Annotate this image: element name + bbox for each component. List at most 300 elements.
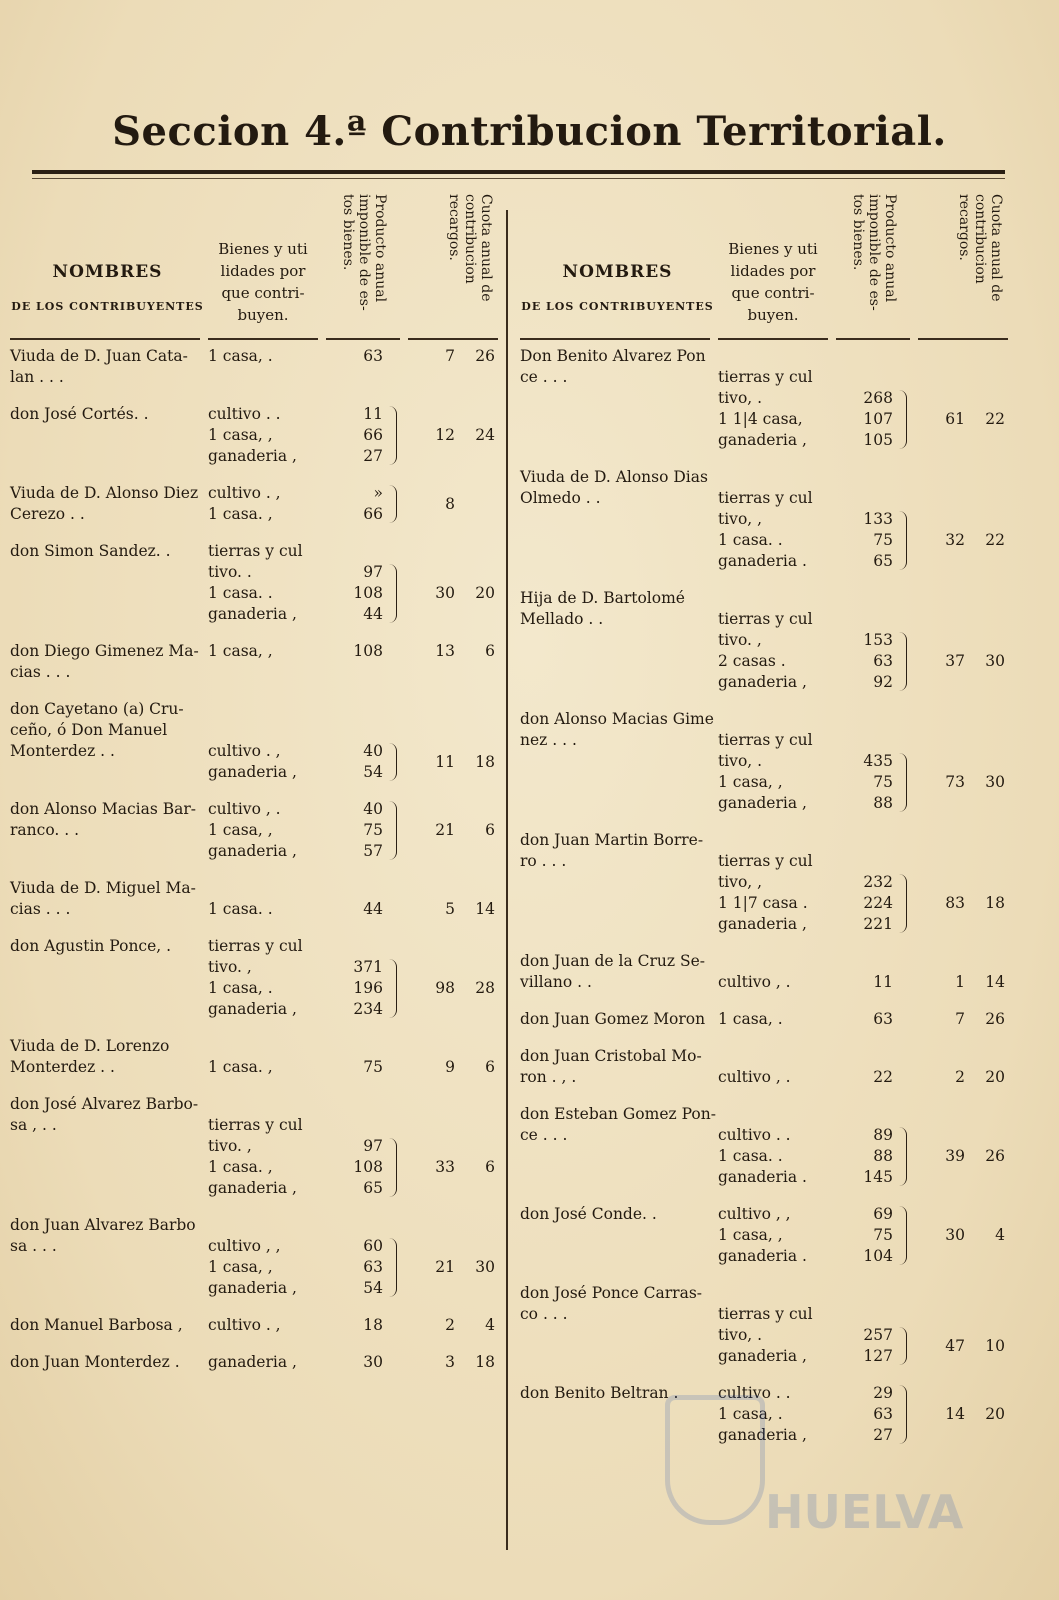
contributor-name: cias . . . (10, 663, 71, 681)
property-item: ganaderia . (718, 552, 807, 570)
quota-units: 30 (435, 584, 455, 602)
entry-line (520, 346, 1015, 367)
quota-units: 3 (445, 1353, 455, 1371)
property-item: ganaderia . (718, 1247, 807, 1265)
taxable-value: 66 (363, 505, 383, 523)
contributor-name: don Benito Beltran . (520, 1384, 679, 1402)
property-item: tivo, , (718, 510, 763, 528)
property-item: ganaderia , (718, 794, 807, 812)
property-item: 1 casa, . (718, 1010, 783, 1028)
quota-fraction: 26 (985, 1147, 1005, 1165)
quota-units: 33 (435, 1158, 455, 1176)
contributor-name: Viuda de D. Alonso Diez (10, 484, 199, 502)
contributor-entry (10, 1094, 505, 1199)
contributor-name: don Simon Sandez. . (10, 542, 171, 560)
taxable-value: 234 (353, 1000, 383, 1018)
header-rule (836, 338, 910, 340)
contributor-name: nez . . . (520, 731, 577, 749)
contributor-name: ceño, ó Don Manuel (10, 721, 168, 739)
quota-units: 83 (945, 894, 965, 912)
entry-line (10, 562, 505, 583)
property-item: 2 casas . (718, 652, 786, 670)
contributor-list (10, 346, 505, 1373)
contributor-name: don Agustin Ponce, . (10, 937, 172, 955)
property-item: tivo, . (718, 752, 763, 770)
entry-line (10, 1236, 505, 1257)
property-item: 1 1|4 casa, (718, 410, 803, 428)
taxable-value: 30 (363, 1353, 383, 1371)
taxable-value: 92 (873, 673, 893, 691)
contributor-name: don Alonso Macias Gime (520, 710, 714, 728)
property-item: 1 casa. , (208, 1158, 273, 1176)
contributor-entry (520, 1046, 1015, 1088)
entry-line (10, 720, 505, 741)
taxable-value: 75 (363, 1058, 383, 1076)
contributor-name: cias . . . (10, 900, 71, 918)
contributor-name: don Cayetano (a) Cru- (10, 700, 184, 718)
property-item: tierras y cul (718, 489, 813, 507)
property-item: ganaderia , (718, 431, 807, 449)
entry-line (10, 999, 505, 1020)
shield-icon (665, 1395, 765, 1525)
property-item: ganaderia , (718, 1426, 807, 1444)
property-item: cultivo . . (208, 405, 281, 423)
contributor-name: ro . . . (520, 852, 567, 870)
quota-fraction: 4 (995, 1226, 1005, 1244)
contributor-name: sa , . . (10, 1116, 57, 1134)
column-header (10, 190, 505, 346)
property-item: cultivo , , (718, 1205, 791, 1223)
entry-line (520, 1167, 1015, 1188)
taxable-value: 29 (873, 1384, 893, 1402)
quota-fraction: 22 (985, 410, 1005, 428)
contributor-entry (520, 1204, 1015, 1267)
contributor-entry (10, 1352, 505, 1373)
contributor-entry (520, 951, 1015, 993)
contributor-name: Cerezo . . (10, 505, 85, 523)
quota-units: 61 (945, 410, 965, 428)
contributor-name: don Juan Martin Borre- (520, 831, 704, 849)
taxable-value: 268 (863, 389, 893, 407)
grouping-brace (896, 632, 907, 691)
property-item: ganaderia , (718, 1347, 807, 1365)
page-title: Seccion 4.ª Contribucion Territorial. (112, 108, 947, 155)
header-rule (10, 338, 200, 340)
property-item: tierras y cul (208, 1116, 303, 1134)
contributor-entry (520, 1104, 1015, 1188)
contributor-name: don Diego Gimenez Ma- (10, 642, 199, 660)
cuota-header: Cuota anual de contribucion recargos. (446, 194, 494, 302)
property-item: ganaderia , (208, 447, 297, 465)
taxable-value: 40 (363, 800, 383, 818)
header-rule (326, 338, 400, 340)
entry-line (520, 1125, 1015, 1146)
contributor-name: Viuda de D. Lorenzo (10, 1037, 170, 1055)
taxable-value: 65 (363, 1179, 383, 1197)
title-rule (32, 170, 1005, 174)
entry-line (520, 388, 1015, 409)
taxable-value: 257 (863, 1326, 893, 1344)
quota-fraction: 20 (985, 1405, 1005, 1423)
property-item: 1 casa, . (208, 979, 273, 997)
contributor-name: don Manuel Barbosa , (10, 1316, 183, 1334)
entry-line (520, 1104, 1015, 1125)
contributor-entry (10, 936, 505, 1020)
watermark-text: HUELVA (765, 1485, 964, 1539)
header-rule (520, 338, 710, 340)
taxable-value: 108 (353, 642, 383, 660)
contributor-name: Don Benito Alvarez Pon (520, 347, 706, 365)
quota-fraction: 14 (475, 900, 495, 918)
property-item: 1 casa, , (208, 426, 273, 444)
entry-line (10, 1278, 505, 1299)
grouping-brace (896, 753, 907, 812)
names-header: NOMBRES DE LOS CONTRIBUYENTES (521, 262, 714, 313)
quota-fraction: 28 (475, 979, 495, 997)
grouping-brace (896, 1127, 907, 1186)
entry-line (520, 630, 1015, 651)
grouping-brace (896, 511, 907, 570)
taxable-value: 63 (873, 652, 893, 670)
property-item: ganaderia . (718, 1168, 807, 1186)
property-item: 1 casa, . (718, 1405, 783, 1423)
quota-fraction: 24 (475, 426, 495, 444)
title-rule-thin (32, 178, 1005, 179)
contributor-name: villano . . (520, 973, 592, 991)
contributor-entry (520, 1009, 1015, 1030)
property-item: tivo. . (208, 563, 252, 581)
taxable-value: 27 (873, 1426, 893, 1444)
quota-units: 5 (445, 900, 455, 918)
entry-line (10, 1215, 505, 1236)
property-item: tivo. , (208, 1137, 252, 1155)
property-item: 1 casa, , (208, 642, 273, 660)
quota-fraction: 20 (985, 1068, 1005, 1086)
contributor-name: ron . , . (520, 1068, 577, 1086)
contributor-entry (520, 588, 1015, 693)
property-item: 1 casa, , (208, 1258, 273, 1276)
quota-units: 21 (435, 1258, 455, 1276)
contributor-name: Monterdez . . (10, 742, 115, 760)
contributor-entry (10, 1215, 505, 1299)
property-item: ganaderia , (208, 1179, 297, 1197)
quota-units: 7 (955, 1010, 965, 1028)
quota-units: 30 (945, 1226, 965, 1244)
quota-units: 14 (945, 1405, 965, 1423)
entry-line (10, 541, 505, 562)
property-item: ganaderia , (718, 915, 807, 933)
header-rule (408, 338, 498, 340)
taxable-value: 63 (363, 1258, 383, 1276)
entry-line (520, 367, 1015, 388)
entry-line (10, 1036, 505, 1057)
entry-line (10, 878, 505, 899)
property-item: cultivo . , (208, 742, 281, 760)
property-item: cultivo , . (718, 1068, 791, 1086)
entry-line (520, 488, 1015, 509)
entry-line (520, 467, 1015, 488)
entry-line (520, 1283, 1015, 1304)
column-divider (506, 210, 508, 1550)
quota-fraction: 26 (475, 347, 495, 365)
producto-header: Producto anual imponible de es- tos bienes. (340, 194, 388, 311)
taxable-value: 63 (363, 347, 383, 365)
property-item: cultivo , . (208, 800, 281, 818)
property-item: ganaderia , (208, 1353, 297, 1371)
entry-line (520, 872, 1015, 893)
property-item: 1 casa, , (718, 1226, 783, 1244)
contributor-entry (520, 830, 1015, 935)
entry-line (10, 841, 505, 862)
grouping-brace (386, 743, 397, 781)
entry-line (520, 914, 1015, 935)
taxable-value: » (373, 484, 383, 502)
property-item: 1 casa, . (208, 347, 273, 365)
entry-line (10, 1115, 505, 1136)
property-item: 1 casa. . (208, 900, 273, 918)
property-item: 1 casa. . (718, 1147, 783, 1165)
property-item: ganaderia , (208, 842, 297, 860)
cuota-header: Cuota anual de contribucion recargos. (956, 194, 1004, 302)
taxable-value: 66 (363, 426, 383, 444)
quota-units: 47 (945, 1336, 965, 1355)
contributor-name: Viuda de D. Juan Cata- (10, 347, 188, 365)
property-item: cultivo . . (718, 1126, 791, 1144)
entry-line (520, 1046, 1015, 1067)
grouping-brace (896, 1327, 907, 1365)
entry-line (520, 709, 1015, 730)
contributor-name: sa . . . (10, 1237, 57, 1255)
contributor-entry (520, 1283, 1015, 1367)
taxable-value: 224 (863, 894, 893, 912)
taxable-value: 108 (353, 1158, 383, 1176)
property-item: ganaderia , (718, 673, 807, 691)
contributor-name: don Juan Cristobal Mo- (520, 1047, 702, 1065)
entry-line (520, 588, 1015, 609)
contributor-name: ce . . . (520, 368, 568, 386)
contributor-name: Monterdez . . (10, 1058, 115, 1076)
grouping-brace (386, 801, 397, 860)
entry-line (520, 751, 1015, 772)
taxable-value: 107 (863, 410, 893, 428)
quota-fraction: 26 (985, 1010, 1005, 1028)
entry-line (10, 446, 505, 467)
quota-units: 37 (945, 652, 965, 670)
property-item: 1 casa. . (208, 584, 273, 602)
contributor-name: Hija de D. Bartolomé (520, 589, 685, 607)
entry-line (520, 851, 1015, 872)
quota-units: 11 (435, 752, 455, 771)
grouping-brace (896, 1206, 907, 1265)
grouping-brace (896, 390, 907, 449)
quota-fraction: 10 (985, 1336, 1005, 1355)
contributor-name: ce . . . (520, 1126, 568, 1144)
contributor-name: don Juan Gomez Moron (520, 1010, 706, 1028)
contributor-name: don José Alvarez Barbo- (10, 1095, 199, 1113)
quota-units: 13 (435, 642, 455, 660)
taxable-value: 75 (873, 531, 893, 549)
entry-line (520, 1304, 1015, 1325)
column-header (520, 190, 1015, 346)
property-item: tivo, . (718, 389, 763, 407)
grouping-brace (386, 406, 397, 465)
contributor-name: Viuda de D. Alonso Dias (520, 468, 708, 486)
entry-line (10, 799, 505, 820)
taxable-value: 75 (873, 773, 893, 791)
taxable-value: 40 (363, 742, 383, 760)
taxable-value: 75 (873, 1226, 893, 1244)
grouping-brace (386, 1238, 397, 1297)
quota-units: 1 (955, 973, 965, 991)
taxable-value: 221 (863, 915, 893, 933)
property-item: 1 casa. , (208, 1058, 273, 1076)
entry-line (10, 604, 505, 625)
quota-units: 2 (955, 1068, 965, 1086)
entry-line (10, 404, 505, 425)
header-rule (918, 338, 1008, 340)
taxable-value: 97 (363, 563, 383, 581)
property-item: tierras y cul (718, 731, 813, 749)
header-rule (718, 338, 828, 340)
contributor-name: don José Conde. . (520, 1205, 657, 1223)
entry-line (520, 830, 1015, 851)
grouping-brace (386, 1138, 397, 1197)
entry-line (520, 1204, 1015, 1225)
taxable-value: 232 (863, 873, 893, 891)
contributor-entry (10, 483, 505, 525)
entry-line (10, 1178, 505, 1199)
property-item: cultivo , . (718, 973, 791, 991)
taxable-value: 69 (873, 1205, 893, 1223)
taxable-value: 22 (873, 1068, 893, 1086)
taxable-value: 104 (863, 1247, 893, 1265)
contributor-name: don Juan de la Cruz Se- (520, 952, 706, 970)
contributor-entry (10, 1315, 505, 1336)
names-header: NOMBRES DE LOS CONTRIBUYENTES (11, 262, 204, 313)
property-item: tierras y cul (718, 1305, 813, 1323)
taxable-value: 88 (873, 1147, 893, 1165)
quota-units: 8 (445, 494, 455, 513)
taxable-value: 127 (863, 1347, 893, 1365)
quota-units: 2 (445, 1316, 455, 1334)
bienes-header: Bienes y uti lidades por que contri- buyen. (728, 240, 818, 324)
bienes-header: Bienes y uti lidades por que contri- buyen. (218, 240, 308, 324)
quota-fraction: 30 (985, 773, 1005, 791)
property-item: tivo, . (718, 1326, 763, 1344)
taxable-value: 108 (353, 584, 383, 602)
property-item: tivo. , (208, 958, 252, 976)
quota-fraction: 6 (485, 642, 495, 660)
property-item: tierras y cul (208, 937, 303, 955)
quota-fraction: 30 (475, 1258, 495, 1276)
property-item: 1 1|7 casa . (718, 894, 808, 912)
entry-line (520, 1246, 1015, 1267)
property-item: 1 casa. , (208, 505, 273, 523)
entry-line (10, 699, 505, 720)
taxable-value: 75 (363, 821, 383, 839)
quota-units: 12 (435, 426, 455, 444)
property-item: tierras y cul (718, 610, 813, 628)
taxable-value: 88 (873, 794, 893, 812)
grouping-brace (386, 959, 397, 1018)
taxable-value: 11 (363, 405, 383, 423)
contributor-entry (520, 346, 1015, 451)
quota-units: 21 (435, 821, 455, 839)
property-item: ganaderia , (208, 1000, 297, 1018)
entry-line (520, 609, 1015, 630)
contributor-list (520, 346, 1015, 1446)
property-item: 1 casa, , (208, 821, 273, 839)
contributor-entry (10, 1036, 505, 1078)
quota-fraction: 6 (485, 1058, 495, 1076)
entry-line (10, 936, 505, 957)
contributor-name: Mellado . . (520, 610, 604, 628)
taxable-value: 371 (353, 958, 383, 976)
quota-units: 39 (945, 1147, 965, 1165)
contributor-name: don Alonso Macias Bar- (10, 800, 196, 818)
quota-fraction: 18 (475, 1353, 495, 1371)
contributor-entry (10, 878, 505, 920)
contributor-entry (10, 346, 505, 388)
quota-units: 7 (445, 347, 455, 365)
taxable-value: 44 (363, 900, 383, 918)
entry-line (10, 1136, 505, 1157)
contributor-name: Olmedo . . (520, 489, 601, 507)
quota-units: 32 (945, 531, 965, 549)
taxable-value: 105 (863, 431, 893, 449)
taxable-value: 11 (873, 973, 893, 991)
entry-line (10, 367, 505, 388)
producto-header: Producto anual imponible de es- tos bienes. (850, 194, 898, 311)
entry-line (520, 951, 1015, 972)
entry-line (520, 430, 1015, 451)
contributor-entry (520, 467, 1015, 572)
contributor-name: Viuda de D. Miguel Ma- (10, 879, 196, 897)
property-item: 1 casa, , (718, 773, 783, 791)
contributor-name: don José Ponce Carras- (520, 1284, 703, 1302)
quota-units: 73 (945, 773, 965, 791)
contributor-entry (10, 404, 505, 467)
contributor-entry (10, 641, 505, 683)
property-item: cultivo . . (718, 1384, 791, 1402)
grouping-brace (386, 485, 397, 523)
contributor-name: don Esteban Gomez Pon- (520, 1105, 716, 1123)
quota-fraction: 4 (485, 1316, 495, 1334)
quota-fraction: 14 (985, 973, 1005, 991)
contributor-entry (520, 709, 1015, 814)
taxable-value: 133 (863, 510, 893, 528)
contributor-name: don Juan Alvarez Barbo (10, 1216, 196, 1234)
property-item: cultivo . , (208, 484, 281, 502)
contributor-name: lan . . . (10, 368, 64, 386)
taxable-value: 57 (363, 842, 383, 860)
taxable-value: 60 (363, 1237, 383, 1255)
quota-fraction: 6 (485, 1158, 495, 1176)
taxable-value: 18 (363, 1316, 383, 1334)
left-column (10, 190, 505, 1389)
taxable-value: 196 (353, 979, 383, 997)
contributor-name: don Juan Monterdez . (10, 1353, 180, 1371)
contributor-name: don José Cortés. . (10, 405, 149, 423)
property-item: ganaderia , (208, 763, 297, 781)
property-item: tierras y cul (718, 368, 813, 386)
header-rule (208, 338, 318, 340)
quota-fraction: 20 (475, 584, 495, 602)
entry-line (520, 509, 1015, 530)
taxable-value: 65 (873, 552, 893, 570)
contributor-name: co . . . (520, 1305, 568, 1323)
taxable-value: 63 (873, 1010, 893, 1028)
